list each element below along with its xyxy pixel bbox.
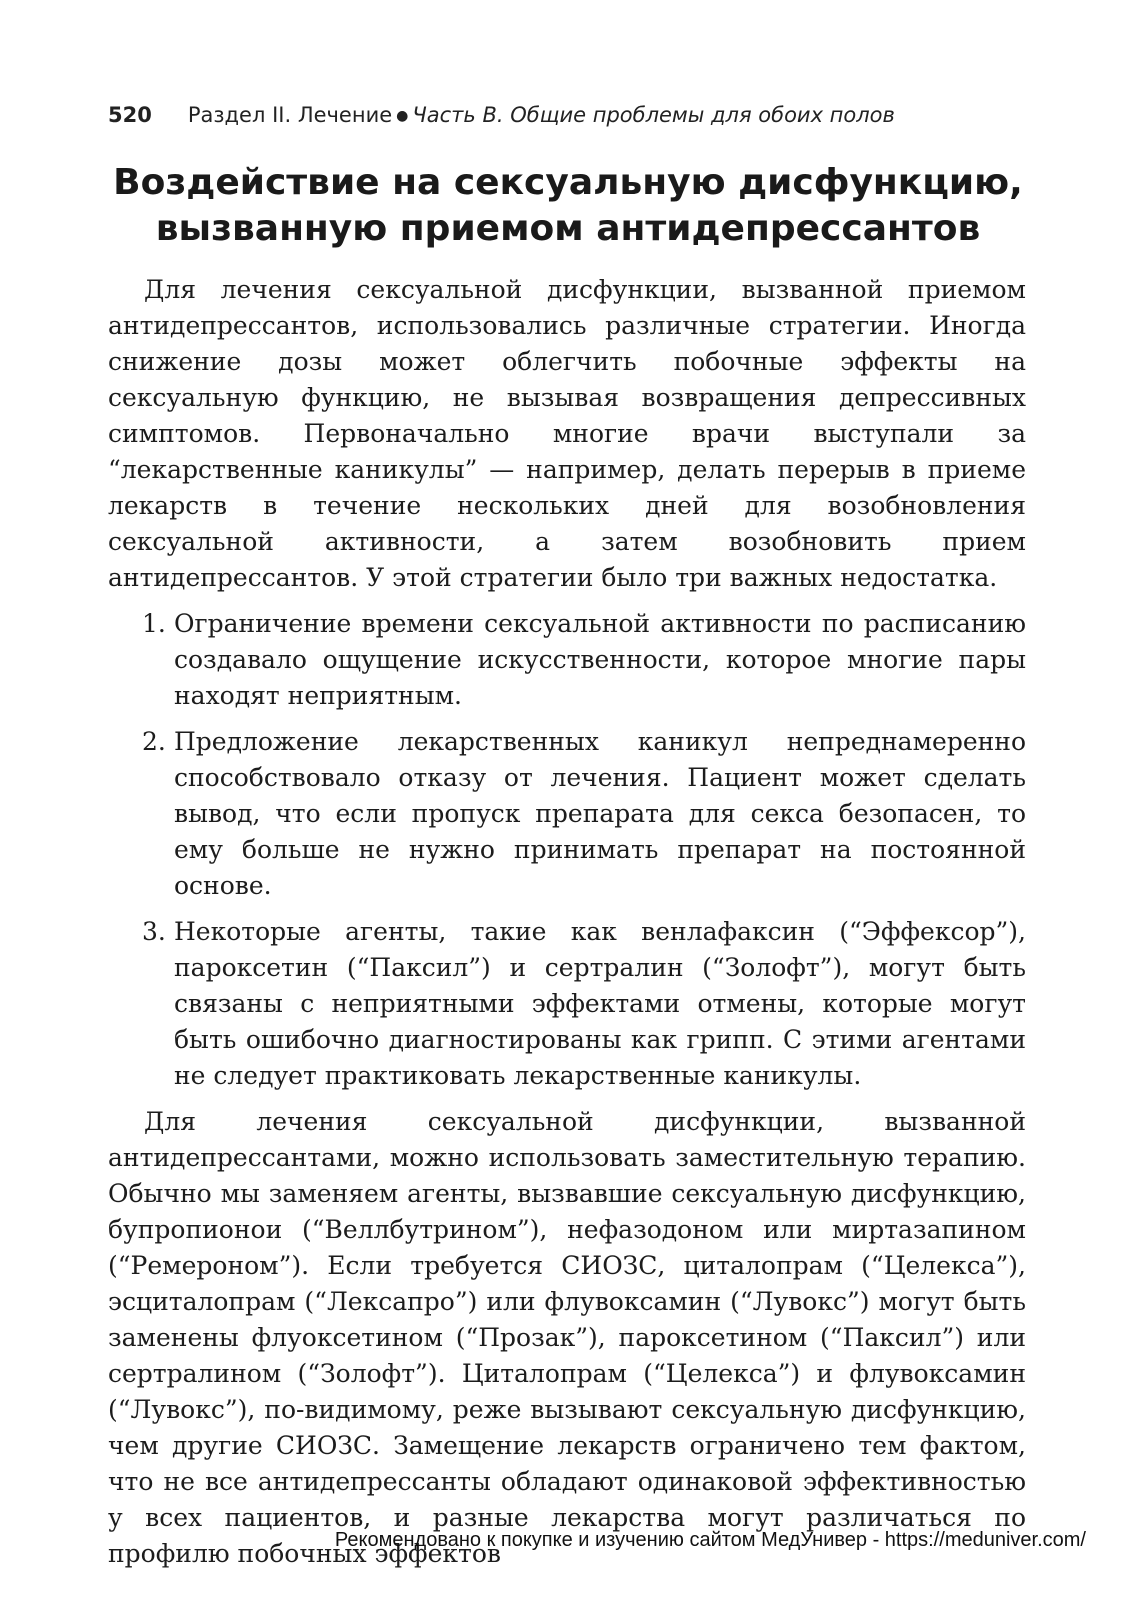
list-item-text: Некоторые агенты, такие как венлафаксин (“Эффексор”), пароксетин (“Паксил”) и сертралин (“Золофт”), могут быть связаны с неприятными эффектами отмены, которые могут быть ошибочно диагностированы как грипп. С этими агентами не следует практиковать лекарственные каникулы. — [174, 917, 1026, 1090]
paragraph-substitution: Для лечения сексуальной дисфункции, вызванной антидепрессантами, можно использовать заместительную терапию. Обычно мы заменяем агенты, вызвавшие сексуальную дисфункцию, бупропионои (“Веллбутрином”), нефазодоном или миртазапином (“Ремероном”). Если требуется СИОЗС, циталопрам (“Целекса”), эсциталопрам (“Лексапро”) или флувоксамин (“Лувокс”) могут быть заменены флуоксетином (“Прозак”), пароксетином (“Паксил”) или сертралином (“Золофт”). Циталопрам (“Целекса”) и флувоксамин (“Лувокс”), по-видимому, реже вызывают сексуальную дисфункцию, чем другие СИОЗС. Замещение лекарств ограничено тем фактом, что не все антидепрессанты обладают одинаковой эффективностью у всех пациентов, и разные лекарства могут различаться по профилю побочных эффектов — [108, 1107, 1026, 1568]
chapter-heading-line-2: вызванную приемом антидепрессантов — [155, 208, 981, 249]
section-title: Раздел II. Лечение — [187, 103, 393, 127]
running-head — [108, 100, 1028, 133]
list-item — [108, 914, 1026, 1094]
part-title: Часть В. Общие проблемы для обоих полов — [412, 103, 895, 127]
list-item — [108, 724, 1026, 904]
bullet-separator-icon: ● — [396, 108, 409, 124]
page-number: 520 — [108, 103, 152, 127]
list-item-text: Предложение лекарственных каникул непреднамеренно способствовало отказу от лечения. Пациент может сделать вывод, что если пропуск препарата для секса безопасен, то ему больше не нужно принимать препарат на постоянной основе. — [174, 727, 1026, 900]
body-text — [108, 272, 1026, 1572]
chapter-heading — [108, 160, 1028, 252]
list-item-text: Ограничение времени сексуальной активности по расписанию создавало ощущение искусственности, которое многие пары находят неприятным. — [174, 609, 1026, 710]
list-item-number: 1. — [142, 609, 166, 638]
paragraph-intro: Для лечения сексуальной дисфункции, вызванной приемом антидепрессантов, использовались различные стратегии. Иногда снижение дозы может облегчить побочные эффекты на сексуальную функцию, не вызывая возвращения депрессивных симптомов. Первоначально многие врачи выступали за “лекарственные каникулы” — например, делать перерыв в приеме лекарств в течение нескольких дней для возобновления сексуальной активности, а затем возобновить прием антидепрессантов. У этой стратегии было три важных недостатка. — [108, 275, 1026, 592]
list-item — [108, 606, 1026, 714]
chapter-heading-line-1: Воздействие на сексуальную дисфункцию, — [113, 162, 1023, 203]
list-item-number: 3. — [142, 917, 166, 946]
drawbacks-list — [108, 606, 1026, 1094]
list-item-number: 2. — [142, 727, 166, 756]
watermark-footer: Рекомендовано к покупке и изучению сайтом МедУнивер - https://meduniver.com/ — [334, 1529, 1086, 1551]
